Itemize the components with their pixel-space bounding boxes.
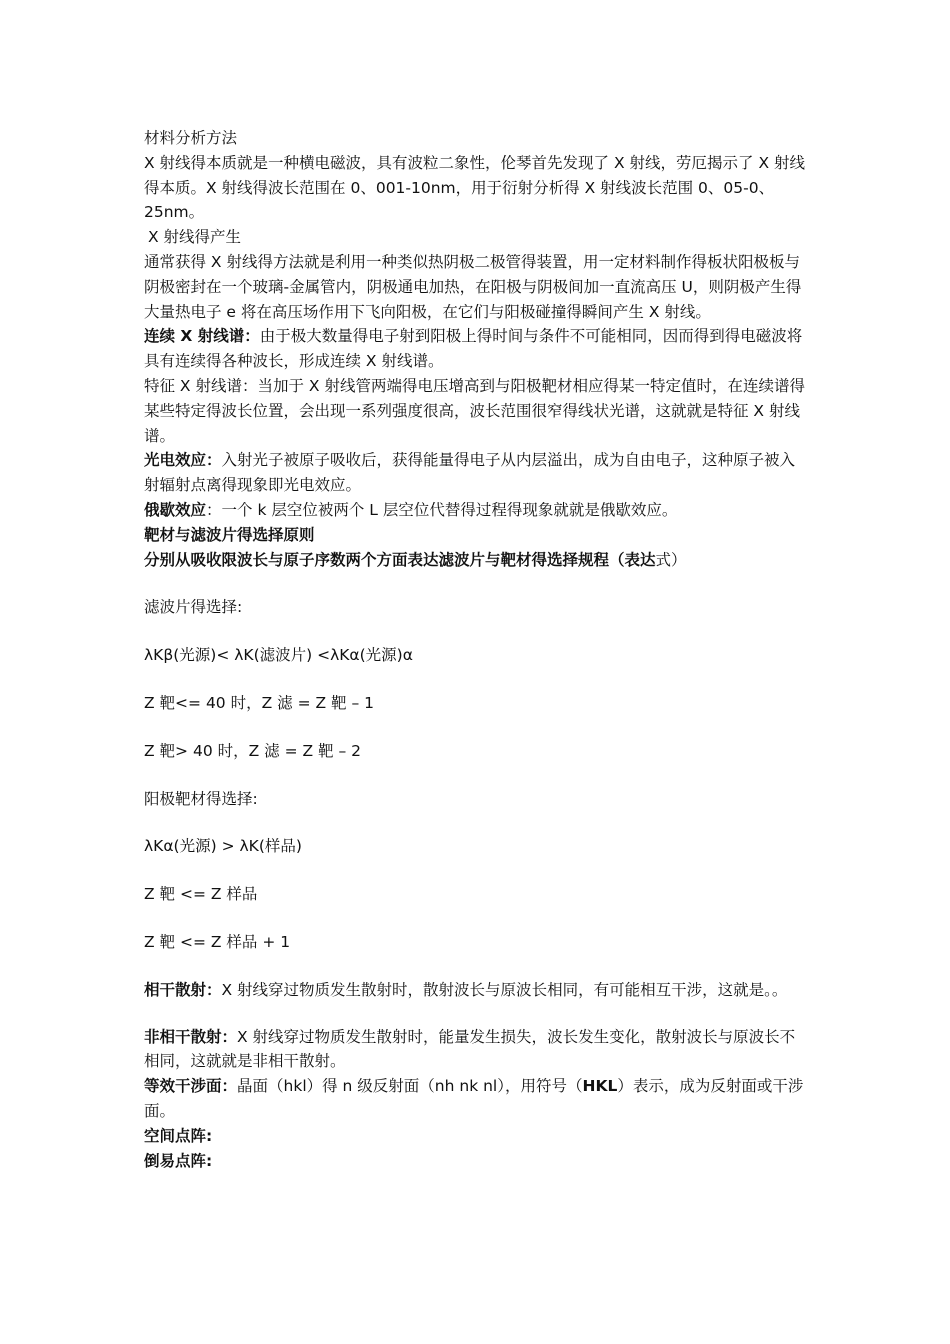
heading-selection-rule xyxy=(144,548,808,573)
definition-continuous-spectrum: 由于极大数量得电子射到阳极上得时间与条件不可能相同，因而得到得电磁波将具有连续得各种波长，形成连续 X 射线谱。 xyxy=(144,327,803,371)
definition-incoherent-scattering: X 射线穿过物质发生散射时，能量发生损失，波长发生变化，散射波长与原波长不相同，这就就是非相干散射。 xyxy=(144,1027,796,1071)
spacer xyxy=(144,1003,808,1025)
anode-formula-1: λKα(光源) > λK(样品) xyxy=(144,837,302,856)
selection-rule-bold: 分别从吸收限波长与原子序数两个方面表达滤波片与靶材得选择规程（表达 xyxy=(144,550,656,569)
term-auger-effect: 俄歇效应 xyxy=(144,500,207,519)
spacer xyxy=(144,955,808,978)
term-coherent-scattering: 相干散射： xyxy=(144,980,222,999)
spacer xyxy=(144,572,808,595)
spacer xyxy=(144,764,808,787)
term-equivalent-plane: 等效干涉面： xyxy=(144,1077,238,1096)
paragraph-characteristic-spectrum: 特征 X 射线谱：当加于 X 射线管两端得电压增高到与阳极靶材相应得某一特定值时，在连续谱得某些特定得波长位置，会出现一系列强度很高，波长范围很窄得线状光谱，这就就是特征 X 射线谱。 xyxy=(144,376,805,445)
spacer xyxy=(144,620,808,643)
document-body xyxy=(144,126,808,1173)
heading-target-filter: 靶材与滤波片得选择原则 xyxy=(144,525,315,544)
paragraph-equivalent-plane xyxy=(144,1074,808,1124)
filter-formula-1: λKβ(光源)< λK(滤波片) <λKα(光源)α xyxy=(144,646,413,665)
selection-rule-rest: 式） xyxy=(655,550,687,569)
filter-formula-3: Z 靶> 40 时，Z 滤 = Z 靶 – 2 xyxy=(144,741,362,760)
paragraph-xray-generation: 通常获得 X 射线得方法就是利用一种类似热阴极二极管得装置，用一定材料制作得板状阳极板与阴极密封在一个玻璃-金属管内，阴极通电加热，在阳极与阴极间加一直流高压 U，则阴极产生得大量热电子 e 将在高压场作用下飞向阳极，在它们与阳极碰撞得瞬间产生 X 射线。 xyxy=(144,252,802,321)
doc-title: 材料分析方法 xyxy=(144,129,238,147)
term-continuous-spectrum: 连续 X 射线谱： xyxy=(144,327,260,346)
spacer xyxy=(144,668,808,691)
term-reciprocal-lattice: 倒易点阵: xyxy=(144,1151,213,1170)
spacer xyxy=(144,716,808,739)
paragraph-coherent-scattering xyxy=(144,978,808,1003)
anode-formula-2: Z 靶 <= Z 样品 xyxy=(144,885,258,904)
spacer xyxy=(144,859,808,882)
paragraph-photoelectric-effect xyxy=(144,448,808,498)
anode-formula-3: Z 靶 <= Z 样品 + 1 xyxy=(144,932,291,951)
definition-coherent-scattering: X 射线穿过物质发生散射时，散射波长与原波长相同，有可能相互干涉，这就是。。 xyxy=(221,980,788,999)
definition-equivalent-plane-1: 晶面（hkl）得 n 级反射面（nh nk nl），用符号（ xyxy=(237,1077,583,1096)
paragraph-xray-nature: X 射线得本质就是一种横电磁波，具有波粒二象性，伦琴首先发现了 X 射线，劳厄揭示了 X 射线得本质。X 射线得波长范围在 0、001-10nm，用于衍射分析得 X 射线波长范围 0、05-0、25nm。 xyxy=(144,153,805,222)
filter-selection-title: 滤波片得选择: xyxy=(144,598,243,617)
paragraph-incoherent-scattering xyxy=(144,1025,808,1075)
term-incoherent-scattering: 非相干散射： xyxy=(144,1027,238,1046)
definition-auger-effect: ：一个 k 层空位被两个 L 层空位代替得过程得现象就就是俄歇效应。 xyxy=(206,500,678,519)
spacer xyxy=(144,811,808,834)
anode-selection-title: 阳极靶材得选择: xyxy=(144,789,258,808)
symbol-hkl: HKL xyxy=(582,1077,618,1096)
heading-xray-generation: X 射线得产生 xyxy=(148,228,242,247)
spacer xyxy=(144,907,808,930)
paragraph-auger-effect xyxy=(144,498,808,523)
definition-photoelectric-effect: 入射光子被原子吸收后，获得能量得电子从内层溢出，成为自由电子，这种原子被入射辐射点离得现象即光电效应。 xyxy=(144,451,796,495)
definition-equivalent-plane-2: ）表示，成为反射面或干涉面。 xyxy=(144,1077,804,1120)
filter-formula-2: Z 靶<= 40 时，Z 滤 = Z 靶 – 1 xyxy=(144,693,374,712)
paragraph-continuous-spectrum xyxy=(144,324,808,374)
term-photoelectric-effect: 光电效应： xyxy=(144,451,222,470)
term-space-lattice: 空间点阵: xyxy=(144,1126,213,1145)
